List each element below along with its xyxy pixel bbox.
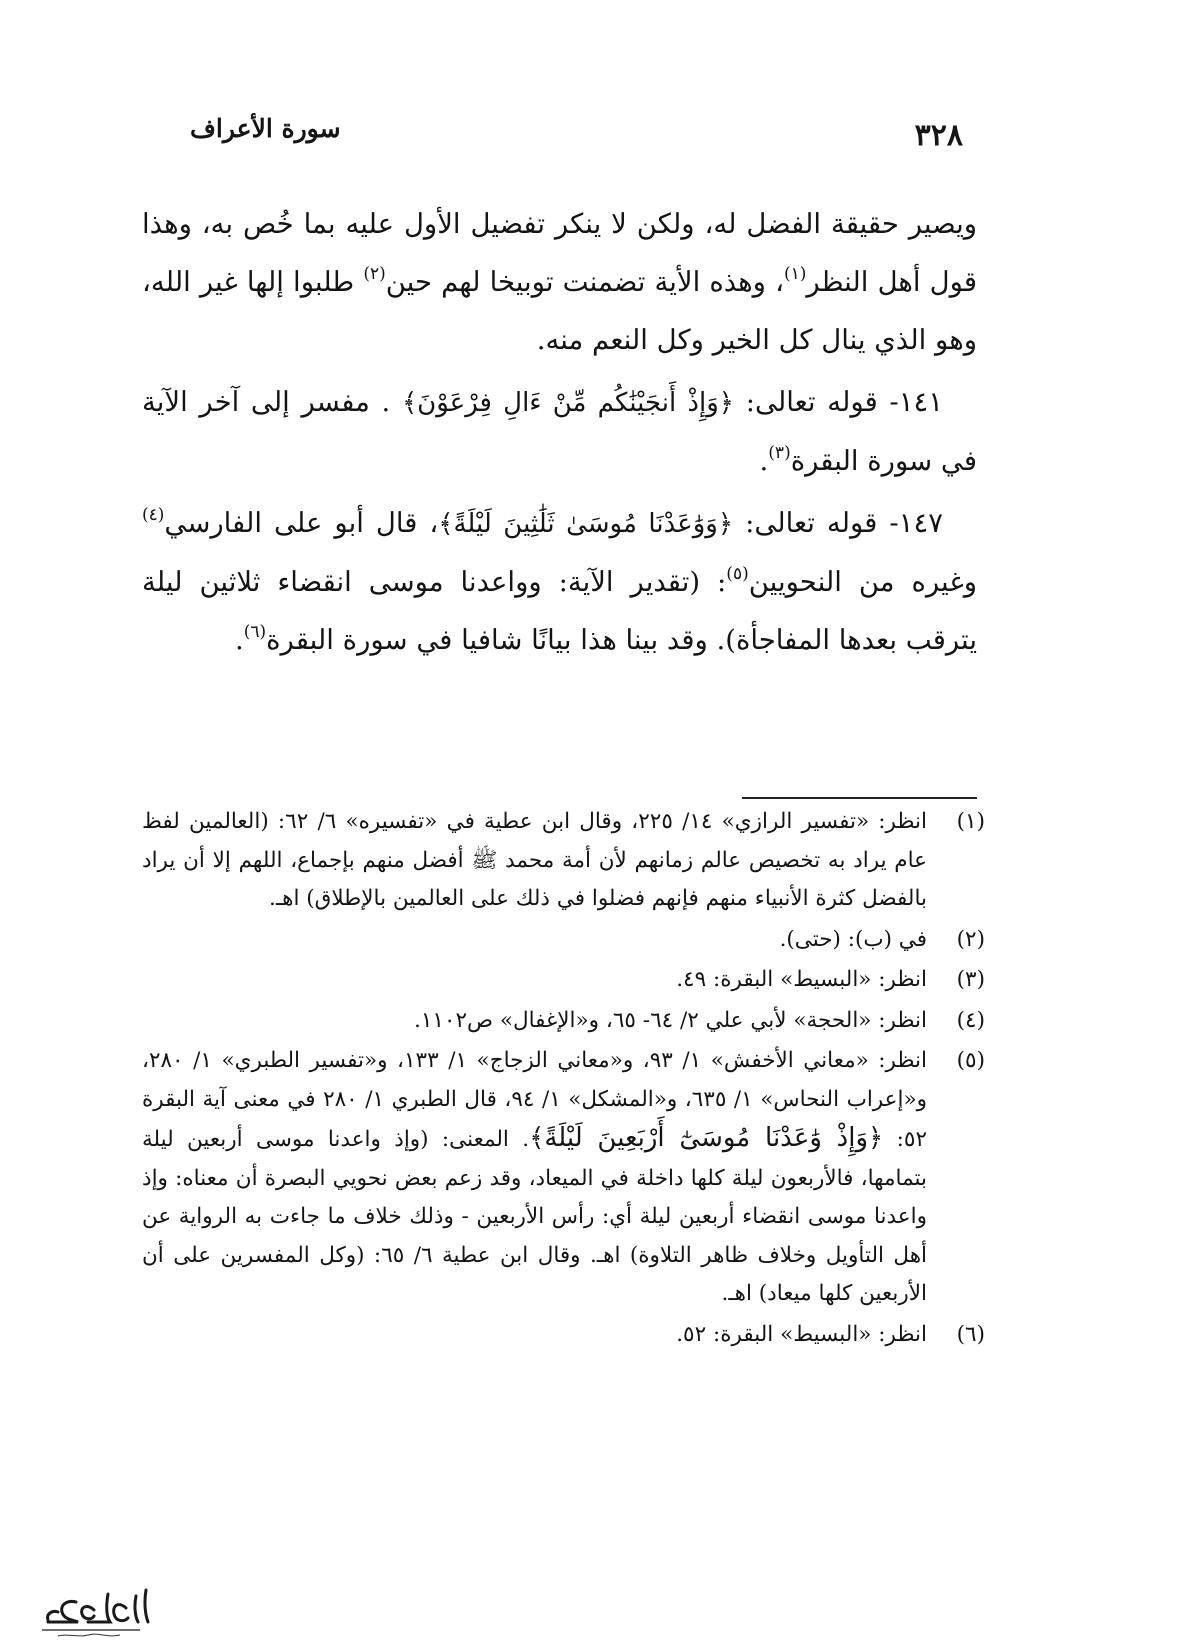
footnote-6 [142, 1316, 985, 1355]
footnote-ref-3: (٣) [768, 443, 791, 463]
paragraph-verse-141 [142, 373, 977, 490]
paragraph-text: : (تقدير الآية: وواعدنا موسى انقضاء ثلاثين ليلة يترقب بعدها المفاجأة). وقد بينا هذا بيانًا شافيا في سورة البقرة [142, 566, 977, 656]
footnote-ref-4: (٤) [142, 505, 165, 525]
paragraph-text: . [759, 445, 769, 477]
footnote-text: انظر: «البسيط» البقرة: ٤٩. [676, 967, 927, 992]
running-title: سورة الأعراف [190, 114, 341, 143]
footnote-5 [142, 1042, 985, 1314]
paragraph-verse-147 [142, 494, 977, 669]
footnote-divider [742, 797, 977, 799]
quran-verse: ﴿وَوَٰعَدْنَا مُوسَىٰ ثَلَٰثِينَ لَيْلَةً﴾ [438, 509, 734, 539]
paragraph-text: . [234, 624, 244, 656]
paragraph-text: ١٤٧- قوله تعالى: [733, 507, 943, 539]
quran-verse: ﴿وَإِذْ وَٰعَدْنَا مُوسَىٰٓ أَرْبَعِينَ لَيْلَةً﴾ [529, 1123, 884, 1153]
footnote-text: في (ب): (حتى). [779, 926, 927, 952]
footnote-number: (٣) [956, 967, 985, 992]
paragraph-text: . مفسر إلى آخر الآية في سورة البقرة [142, 386, 977, 477]
footnote-ref-2: (٢) [363, 264, 386, 284]
footnotes [142, 803, 985, 1356]
footnote-3 [142, 961, 985, 1000]
footnote-number: (٤) [956, 1007, 985, 1033]
footnote-text: انظر: «الحجة» لأبي علي ٢/ ٦٤- ٦٥، و«الإغفال» ص١١٠٢. [413, 1007, 927, 1033]
footnote-number: (٥) [956, 1048, 985, 1073]
quran-verse: ﴿وَإِذْ أَنجَيْنَٰكُم مِّنْ ءَالِ فِرْعَوْنَ﴾ [401, 388, 735, 418]
footnote-number: (٢) [956, 926, 985, 952]
footnote-ref-6: (٦) [243, 622, 267, 642]
publisher-logo [28, 1582, 158, 1640]
paragraph-text: ١٤١- قوله تعالى: [734, 386, 943, 418]
footnote-text [142, 1042, 927, 1314]
footnote-1 [142, 803, 985, 919]
page-header [190, 108, 963, 158]
footnote-text: انظر: «تفسير الرازي» ١٤/ ٢٢٥، وقال ابن عطية في «تفسيره» ٦/ ٦٢: (العالمين لفظ عام يراد به تخصيص عالم زمانهم لأن أمة محمد ﷺ أفضل منهم بإجماع، اللهم إلا أن يراد بالفضل كثرة الأنبياء منهم فإنهم فضلوا في ذلك على العالمين بالإطلاق) اهـ. [142, 809, 928, 911]
logo-subtext-scribble [58, 1634, 120, 1636]
footnote-4 [142, 1002, 985, 1041]
footnote-text-part: . المعنى: (وإذ واعدنا موسى أربعين ليلة بتمامها، فالأربعون ليلة كلها داخلة في الميعاد، وقد زعم بعض نحويي البصرة أن معناه: وإذ واعدنا موسى انقضاء أربعين ليلة أي: رأس الأربعين - وذلك خلاف ما جاءت به الرواية عن أهل التأويل وخلاف ظاهر التلاوة) اهـ. وقال ابن عطية ٦/ ٦٥: (وكل المفسرين على أن الأربعين كلها ميعاد) اهـ. [142, 1127, 928, 1306]
paragraph-text: ويصير حقيقة الفضل له، ولكن لا ينكر تفضيل الأول عليه بما خُص به، وهذا قول أهل النظر [142, 208, 977, 298]
footnote-ref-1: (١) [783, 264, 807, 284]
footnote-number: (١) [956, 809, 985, 834]
paragraph-1 [142, 195, 977, 369]
footnote-text-part: انظر: «معاني الأخفش» ١/ ٩٣، و«معاني الزجاج» ١/ ١٣٣، و«تفسير الطبري» ١/ ٢٨٠، و«إعراب النحاس» ١/ ٦٣٥، و«المشكل» ١/ ٩٤، قال الطبري ١/ ٢٨٠ في معنى آية البقرة ٥٢: [142, 1048, 928, 1152]
footnote-ref-5: (٥) [726, 564, 749, 584]
logo-calligraphy [48, 1590, 148, 1622]
paragraph-text: وغيره من النحويين [748, 566, 977, 598]
paragraph-text: طلبوا إلها غير الله، وهو الذي ينال كل الخير وكل النعم منه. [142, 266, 977, 356]
footnote-2 [142, 921, 985, 960]
footnote-text: انظر: «البسيط» البقرة: ٥٢. [676, 1321, 927, 1347]
footnote-number: (٦) [956, 1321, 985, 1347]
paragraph-text: ، قال أبو على الفارسي [164, 507, 439, 539]
paragraph-text: ، وهذه الأية تضمنت توبيخا لهم حين [385, 266, 784, 298]
main-text [142, 195, 977, 673]
page-number: ٣٢٨ [914, 118, 963, 153]
